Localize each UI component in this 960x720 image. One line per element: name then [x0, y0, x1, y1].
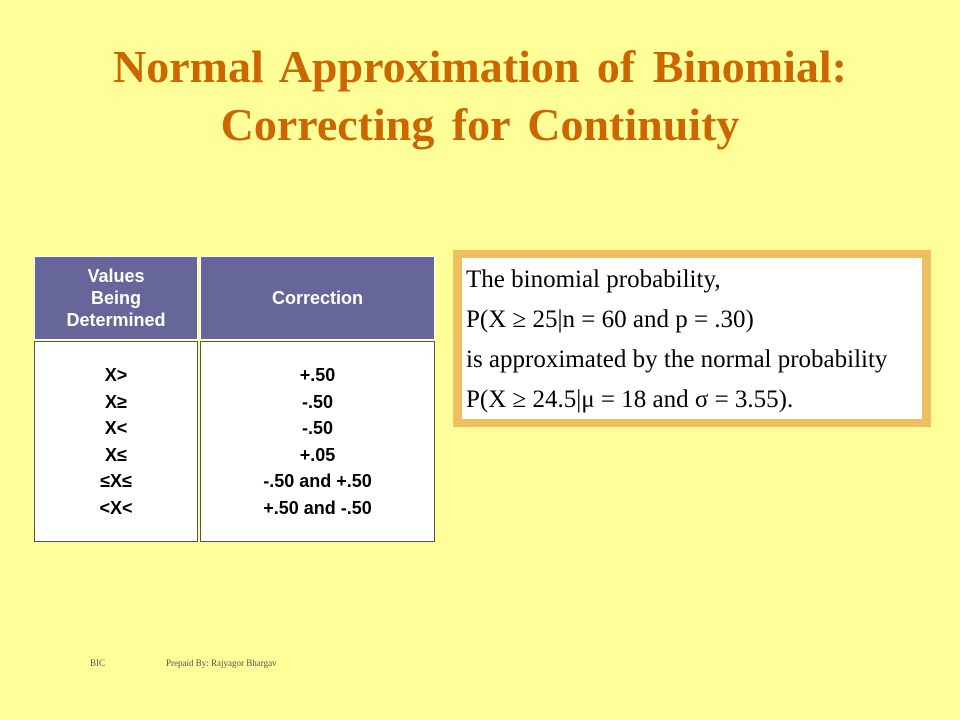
values-cell: X≤ — [105, 444, 127, 465]
correction-cell: -.50 and +.50 — [263, 471, 372, 491]
example-content — [462, 258, 922, 419]
header-values-being-determined — [34, 256, 198, 340]
header-correction — [200, 256, 435, 340]
correction-cell: -.50 — [301, 418, 334, 438]
example-line-1: The binomial probability, — [466, 266, 721, 293]
title-line-2: Correcting for Continuity — [220, 99, 740, 150]
slide-title — [20, 38, 940, 154]
example-line-4: P(X ≥ 24.5|μ = 18 and σ = 3.55). — [466, 386, 794, 413]
values-cell: X> — [104, 365, 128, 385]
correction-column — [200, 341, 435, 542]
correction-cell: -.50 — [301, 391, 334, 412]
correction-cell: +.50 and -.50 — [263, 497, 372, 518]
title-line-1: Normal Approximation of Binomial: — [112, 41, 847, 92]
correction-cell: +.05 — [299, 444, 336, 465]
correction-cell: +.50 — [299, 365, 336, 385]
header-correction-label: Correction — [271, 288, 363, 308]
header-values-label: Values Being Determined — [66, 266, 166, 330]
values-cell: X≥ — [105, 391, 127, 412]
values-cell: ≤X≤ — [100, 471, 132, 491]
example-line-3: is approximated by the normal probability — [466, 346, 888, 373]
values-cell: X< — [104, 418, 128, 438]
footer-left: BIC — [90, 658, 106, 668]
values-cell: <X< — [99, 497, 133, 518]
footer-right: Prepaid By: Rajyagor Bhargav — [166, 658, 277, 668]
values-column — [34, 341, 198, 542]
example-line-2: P(X ≥ 25|n = 60 and p = .30) — [466, 306, 754, 333]
example-box — [453, 250, 931, 427]
